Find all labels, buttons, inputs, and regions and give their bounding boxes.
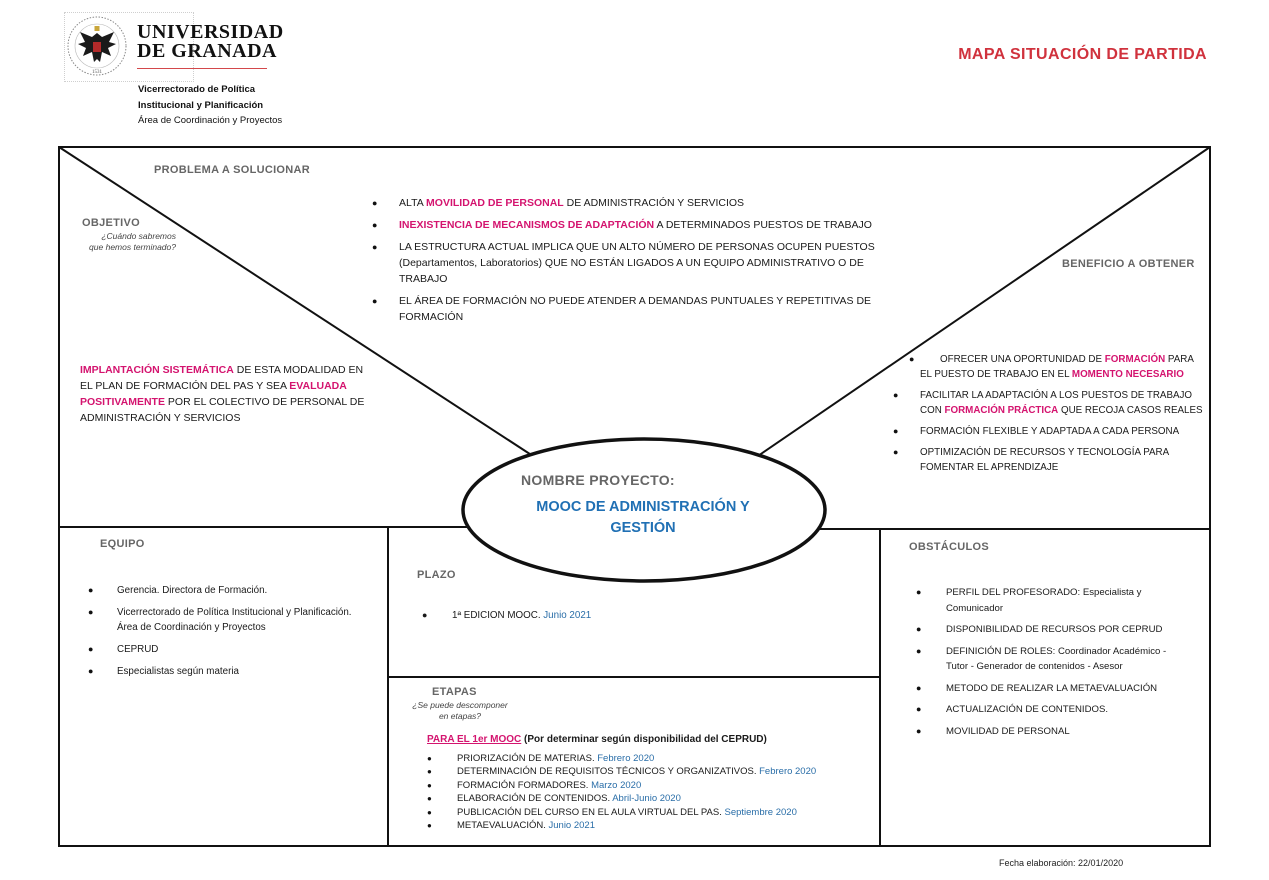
- problema-item: ● LA ESTRUCTURA ACTUAL IMPLICA QUE UN ALTO NÚMERO DE PERSONAS OCUPEN PUESTOS (Departamentos, Laboratorios) QUE NO ESTÁN LIGADOS A UN EQUIPO ADMINISTRATIVO O DE TRABAJO: [372, 241, 875, 285]
- problema-item-text: LA ESTRUCTURA ACTUAL IMPLICA QUE UN ALTO NÚMERO DE PERSONAS OCUPEN PUESTOS (Departamentos, Laboratorios) QUE NO ESTÁN LIGADOS A UN EQUIPO ADMINISTRATIVO O DE TRABAJO: [399, 241, 875, 285]
- problema-item: ● INEXISTENCIA DE MECANISMOS DE ADAPTACIÓN A DETERMINADOS PUESTOS DE TRABAJO: [372, 219, 872, 231]
- equipo-heading: EQUIPO: [100, 538, 145, 550]
- etapas-note-line1: ¿Se puede descomponer: [412, 700, 508, 710]
- equipo-item: ● CEPRUD: [88, 644, 159, 655]
- plazo-heading: PLAZO: [417, 569, 456, 581]
- etapas-item-text: PUBLICACIÓN DEL CURSO EN EL AULA VIRTUAL DEL PAS.: [457, 806, 722, 818]
- etapas-item-date: Junio 2021: [548, 820, 595, 832]
- project-name-line2: GESTIÓN: [610, 520, 676, 536]
- problema-item-text: EL ÁREA DE FORMACIÓN NO PUEDE ATENDER A DEMANDAS PUNTUALES Y REPETITIVAS DE FORMACIÓN: [399, 295, 872, 323]
- problema-item-text: DE ADMINISTRACIÓN Y SERVICIOS: [563, 197, 745, 209]
- beneficio-item-text: PARA EL PUESTO DE TRABAJO EN EL: [920, 354, 1194, 380]
- beneficio-item-text: FACILITAR LA ADAPTACIÓN A LOS PUESTOS DE TRABAJO CON: [920, 390, 1193, 416]
- etapas-heading: ETAPAS: [432, 686, 477, 698]
- page-title: MAPA SITUACIÓN DE PARTIDA: [958, 46, 1207, 63]
- beneficio-item-text: OFRECER UNA OPORTUNIDAD DE: [940, 354, 1105, 365]
- problema-item: ● ALTA MOVILIDAD DE PERSONAL DE ADMINISTRACIÓN Y SERVICIOS: [372, 197, 745, 209]
- equipo-item: ● Gerencia. Directora de Formación.: [88, 585, 268, 596]
- obstaculos-item-text: DEFINICIÓN DE ROLES: Coordinador Académico - Tutor - Generador de contenidos - Asesor: [946, 645, 1167, 672]
- etapas-item-date: Septiembre 2020: [724, 806, 797, 818]
- objetivo-text-2: POR EL COLECTIVO DE PERSONAL DE ADMINISTRACIÓN Y SERVICIOS: [80, 396, 365, 424]
- beneficio-item-highlight: FORMACIÓN PRÁCTICA: [944, 405, 1059, 416]
- etapas-item: ● DETERMINACIÓN DE REQUISITOS TÉCNICOS Y ORGANIZATIVOS. Febrero 2020: [427, 766, 817, 778]
- etapas-item-date: Febrero 2020: [597, 753, 655, 764]
- etapas-list: [427, 752, 867, 832]
- problema-heading: PROBLEMA A SOLUCIONAR: [154, 164, 311, 176]
- etapas-item-text: PRIORIZACIÓN DE MATERIAS.: [457, 753, 595, 764]
- vicerrectorado-line1: Vicerrectorado de Política: [138, 84, 256, 95]
- beneficio-item-highlight: MOMENTO NECESARIO: [1071, 369, 1184, 380]
- problema-list: [372, 195, 902, 325]
- beneficio-item: ● FORMACIÓN FLEXIBLE Y ADAPTADA A CADA PERSONA: [893, 426, 1180, 437]
- objetivo-note: [80, 231, 176, 253]
- etapas-item-text: FORMACIÓN FORMADORES.: [457, 779, 589, 791]
- beneficio-list: [893, 352, 1205, 475]
- etapas-item-text: DETERMINACIÓN DE REQUISITOS TÉCNICOS Y ORGANIZATIVOS.: [457, 766, 757, 778]
- university-name-line2: DE GRANADA: [137, 40, 277, 62]
- problema-item-text: ALTA: [399, 197, 427, 209]
- etapas-item-text: ELABORACIÓN DE CONTENIDOS.: [457, 793, 611, 805]
- equipo-item-text: CEPRUD: [117, 644, 159, 655]
- etapas-item: ● ELABORACIÓN DE CONTENIDOS. Abril-Junio 2020: [427, 793, 681, 805]
- obstaculos-item: ● PERFIL DEL PROFESORADO: Especialista y Comunicador: [916, 587, 1142, 614]
- obstaculos-heading: OBSTÁCULOS: [909, 541, 989, 553]
- beneficio-item-text: OPTIMIZACIÓN DE RECURSOS Y TECNOLOGÍA PARA FOMENTAR EL APRENDIZAJE: [920, 447, 1169, 473]
- project-label: NOMBRE PROYECTO:: [521, 472, 675, 488]
- etapas-subheading-text: (Por determinar según disponibilidad del CEPRUD): [521, 734, 767, 745]
- etapas-item: ● PUBLICACIÓN DEL CURSO EN EL AULA VIRTUAL DEL PAS. Septiembre 2020: [427, 806, 797, 818]
- etapas-note-line2: en etapas?: [438, 711, 482, 721]
- objetivo-note-line2: que hemos terminado?: [89, 242, 176, 252]
- etapas-item-date: Marzo 2020: [591, 779, 642, 791]
- obstaculos-list: [916, 585, 1178, 739]
- objetivo-heading: OBJETIVO: [82, 217, 141, 229]
- project-name-line1: MOOC DE ADMINISTRACIÓN Y: [536, 499, 750, 515]
- plazo-item-date: Junio 2021: [543, 610, 592, 621]
- etapas-item: ● FORMACIÓN FORMADORES. Marzo 2020: [427, 779, 642, 791]
- beneficio-item: ● OFRECER UNA OPORTUNIDAD DE FORMACIÓN PARA EL PUESTO DE TRABAJO EN EL MOMENTO NECESARIO: [909, 354, 1194, 380]
- beneficio-item-text: QUE RECOJA CASOS REALES: [1058, 405, 1203, 416]
- objetivo-highlight-1: IMPLANTACIÓN SISTEMÁTICA: [80, 364, 234, 376]
- etapas-item-date: Abril-Junio 2020: [612, 793, 681, 805]
- obstaculos-item: ● ACTUALIZACIÓN DE CONTENIDOS.: [916, 704, 1109, 715]
- obstaculos-item: ● DISPONIBILIDAD DE RECURSOS POR CEPRUD: [916, 624, 1163, 635]
- equipo-item-text: Vicerrectorado de Política Institucional y Planificación. Área de Coordinación y Proyectos: [117, 607, 352, 633]
- obstaculos-item-text: METODO DE REALIZAR LA METAEVALUACIÓN: [946, 682, 1158, 694]
- problema-item-highlight: MOVILIDAD DE PERSONAL: [426, 197, 564, 209]
- plazo-item-text: 1ª EDICION MOOC.: [452, 610, 541, 621]
- beneficio-item-text: FORMACIÓN FLEXIBLE Y ADAPTADA A CADA PERSONA: [920, 426, 1180, 437]
- etapas-subheading: [427, 734, 767, 745]
- problema-item: ● EL ÁREA DE FORMACIÓN NO PUEDE ATENDER A DEMANDAS PUNTUALES Y REPETITIVAS DE FORMACIÓN: [372, 295, 872, 323]
- problema-item-text: A DETERMINADOS PUESTOS DE TRABAJO: [654, 219, 872, 231]
- objetivo-text-1: DE ESTA MODALIDAD EN EL PLAN DE FORMACIÓN DEL PAS Y SEA: [80, 364, 364, 392]
- objetivo-text: [80, 362, 370, 426]
- obstaculos-item: ● DEFINICIÓN DE ROLES: Coordinador Académico - Tutor - Generador de contenidos - Asesor: [916, 645, 1167, 672]
- etapas-item-date: Febrero 2020: [759, 766, 817, 778]
- project-name: [504, 497, 782, 539]
- fecha-elaboracion: Fecha elaboración: 22/01/2020: [999, 858, 1124, 868]
- area-name: Área de Coordinación y Proyectos: [138, 115, 283, 126]
- obstaculos-item-text: DISPONIBILIDAD DE RECURSOS POR CEPRUD: [946, 624, 1163, 635]
- beneficio-heading: BENEFICIO A OBTENER: [1062, 258, 1195, 270]
- beneficio-item: ● OPTIMIZACIÓN DE RECURSOS Y TECNOLOGÍA PARA FOMENTAR EL APRENDIZAJE: [893, 447, 1169, 473]
- seal-year: 1531: [92, 70, 102, 75]
- objetivo-note-line1: ¿Cuándo sabremos: [101, 231, 176, 241]
- etapas-note: [405, 700, 515, 722]
- equipo-item-text: Gerencia. Directora de Formación.: [117, 585, 268, 596]
- university-name-line1: UNIVERSIDAD: [137, 21, 284, 43]
- obstaculos-item: ● METODO DE REALIZAR LA METAEVALUACIÓN: [916, 682, 1158, 694]
- equipo-list: [88, 583, 366, 679]
- obstaculos-item: ● MOVILIDAD DE PERSONAL: [916, 725, 1070, 737]
- obstaculos-item-text: PERFIL DEL PROFESORADO: Especialista y Comunicador: [946, 587, 1142, 614]
- vicerrectorado-line2: Institucional y Planificación: [138, 100, 264, 111]
- plazo-item: ● 1ª EDICION MOOC. Junio 2021: [422, 610, 592, 621]
- obstaculos-item-text: ACTUALIZACIÓN DE CONTENIDOS.: [946, 704, 1109, 715]
- equipo-item-text: Especialistas según materia: [117, 666, 239, 677]
- etapas-item: ● PRIORIZACIÓN DE MATERIAS. Febrero 2020: [427, 753, 655, 764]
- problema-item-highlight: INEXISTENCIA DE MECANISMOS DE ADAPTACIÓN: [399, 219, 655, 231]
- equipo-item: ● Vicerrectorado de Política Institucional y Planificación. Área de Coordinación y Proyectos: [88, 607, 352, 633]
- beneficio-item: ● FACILITAR LA ADAPTACIÓN A LOS PUESTOS DE TRABAJO CON FORMACIÓN PRÁCTICA QUE RECOJA CASOS REALES: [893, 390, 1203, 416]
- etapas-subheading-link[interactable]: PARA EL 1er MOOC: [427, 734, 522, 745]
- equipo-item: ● Especialistas según materia: [88, 666, 239, 677]
- objetivo-highlight-2: EVALUADA POSITIVAMENTE: [80, 380, 347, 408]
- etapas-item: ● METAEVALUACIÓN. Junio 2021: [427, 820, 595, 832]
- etapas-item-text: METAEVALUACIÓN.: [457, 820, 546, 832]
- beneficio-item-highlight: FORMACIÓN: [1104, 354, 1166, 365]
- obstaculos-item-text: MOVILIDAD DE PERSONAL: [946, 725, 1070, 737]
